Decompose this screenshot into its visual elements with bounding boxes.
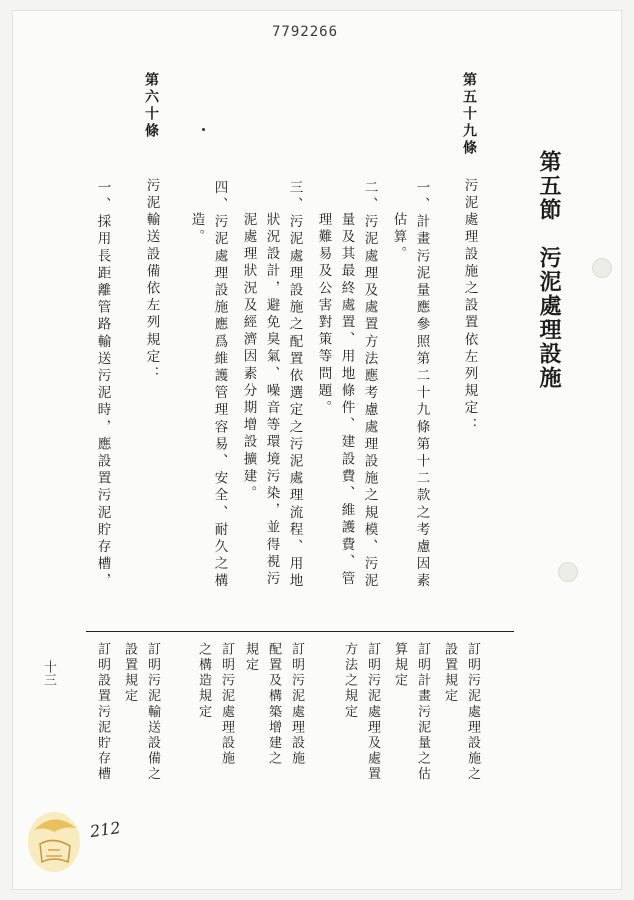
note-7-line-1: 訂明設置污泥貯存槽 (95, 642, 110, 783)
note-2-line-1: 訂明計畫污泥量之估 (415, 642, 430, 783)
binding-hole-top (592, 258, 612, 278)
article-59-item-2-line-1: 二、污泥處理及處置方法應考慮處理設施之規模、污泥 (361, 180, 378, 591)
article-60-item-1-line-1: 一、採用長距離管路輸送污泥時，應設置污泥貯存槽， (94, 180, 111, 591)
note-4-line-3: 規定 (243, 642, 258, 674)
article-59-item-4-line-1: 四、污泥處理設施應爲維護管理容易、安全、耐久之構 (211, 180, 228, 591)
article-59-label: 第五十九條 (461, 72, 477, 157)
article-59-item-3-line-2: 狀況設計，避免臭氣、噪音等環境污染，並得視污 (263, 212, 280, 589)
section-heading: 第五節 污泥處理設施 (536, 150, 562, 390)
note-4-line-2: 配置及構築增建之 (266, 642, 281, 767)
archive-logo-icon (20, 800, 90, 880)
note-6-line-1: 訂明污泥輸送設備之 (145, 642, 160, 783)
handwritten-mark: 212 (88, 817, 122, 842)
article-59-item-1-line-2: 估算。 (390, 212, 407, 264)
note-1-line-1: 訂明污泥處理設施之 (465, 642, 480, 783)
serial-number: 7792266 (272, 24, 339, 40)
note-4-line-1: 訂明污泥處理設施 (289, 642, 304, 767)
article-60-label: 第六十條 (143, 72, 159, 140)
note-1-line-2: 設置規定 (442, 642, 457, 705)
note-6-line-2: 設置規定 (122, 642, 137, 705)
note-5-line-2: 之構造規定 (196, 642, 211, 720)
page-number: 十三 (41, 660, 56, 686)
margin-divider (86, 631, 514, 632)
article-59-intro: 污泥處理設施之設置依左列規定： (461, 178, 478, 435)
article-60-intro: 污泥輸送設備依左列規定： (143, 178, 160, 384)
binding-hole-bottom (558, 562, 578, 582)
note-5-line-1: 訂明污泥處理設施 (219, 642, 234, 767)
article-59-item-1-line-1: 一、計畫污泥量應參照第二十九條第十二款之考慮因素 (413, 180, 430, 591)
note-2-line-2: 算規定 (392, 642, 407, 689)
article-59-item-4-line-2: 造。 (188, 212, 205, 247)
article-59-item-2-line-2: 量及其最終處置、用地條件、建設費、維護費、管 (338, 212, 355, 589)
article-59-item-3-line-1: 三、污泥處理設施之配置依選定之污泥處理流程、用地 (286, 180, 303, 591)
article-59-item-3-line-3: 泥處理狀況及經濟因素分期增設擴建。 (240, 212, 257, 503)
article-59-item-2-line-3: 理難易及公害對策等問題。 (315, 212, 332, 418)
note-3-line-2: 方法之規定 (342, 642, 357, 720)
stray-mark (202, 128, 205, 131)
note-3-line-1: 訂明污泥處理及處置 (365, 642, 380, 783)
